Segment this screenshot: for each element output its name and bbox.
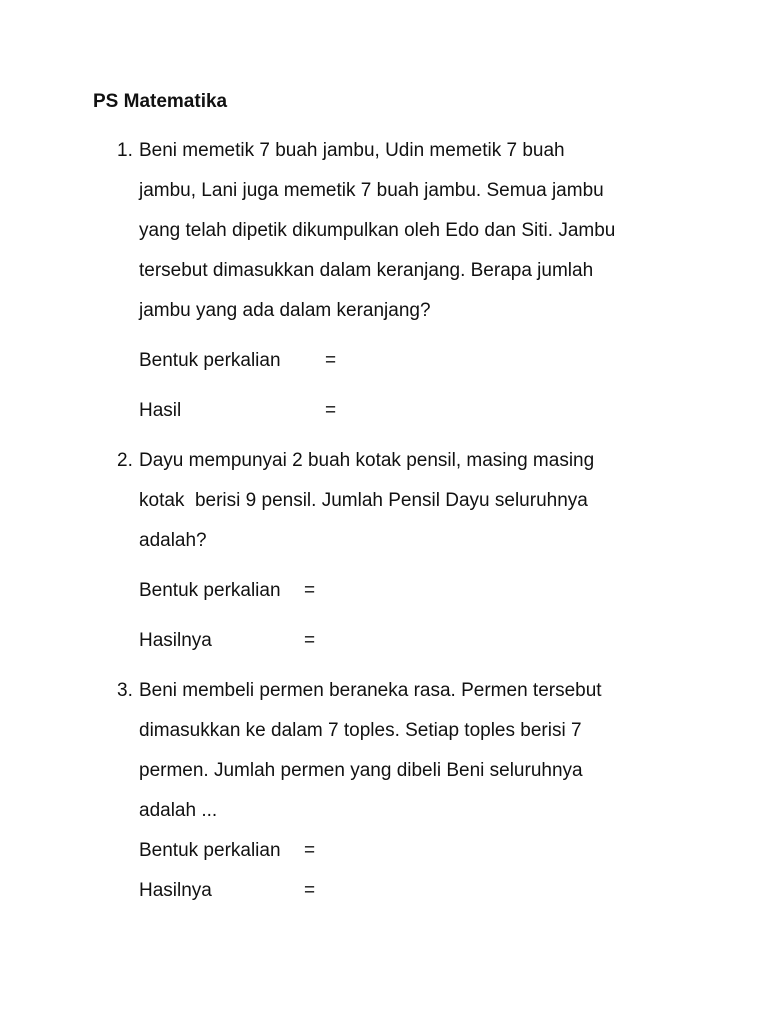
question-number: 1.	[117, 140, 133, 161]
question-number: 2.	[117, 450, 133, 471]
page-title: PS Matematika	[93, 91, 228, 112]
answer-label-multiplication: Bentuk perkalian	[139, 580, 281, 601]
answer-label-result: Hasilnya	[139, 880, 212, 901]
question-text-line: jambu, Lani juga memetik 7 buah jambu. Semua jambu	[139, 180, 604, 201]
equals-sign: =	[304, 580, 316, 601]
question-text-line: Dayu mempunyai 2 buah kotak pensil, masing masing	[139, 450, 595, 471]
question-text-line: adalah ...	[139, 800, 218, 821]
question-text-line: permen. Jumlah permen yang dibeli Beni seluruhnya	[139, 760, 583, 781]
equals-sign: =	[304, 630, 316, 651]
question-text-line: adalah?	[139, 530, 207, 551]
question-text-line: kotak berisi 9 pensil. Jumlah Pensil Dayu seluruhnya	[139, 490, 588, 511]
question-text-line: yang telah dipetik dikumpulkan oleh Edo dan Siti. Jambu	[139, 220, 616, 241]
question-text-line: jambu yang ada dalam keranjang?	[139, 300, 431, 321]
answer-label-multiplication: Bentuk perkalian	[139, 840, 281, 861]
equals-sign: =	[325, 400, 337, 421]
question-number: 3.	[117, 680, 133, 701]
answer-label-result: Hasilnya	[139, 630, 212, 651]
question-text-line: Beni memetik 7 buah jambu, Udin memetik 7 buah	[139, 140, 565, 161]
equals-sign: =	[325, 350, 337, 371]
answer-label-result: Hasil	[139, 400, 182, 421]
equals-sign: =	[304, 880, 316, 901]
answer-label-multiplication: Bentuk perkalian	[139, 350, 281, 371]
question-text-line: Beni membeli permen beraneka rasa. Permen tersebut	[139, 680, 602, 701]
question-text-line: dimasukkan ke dalam 7 toples. Setiap toples berisi 7	[139, 720, 582, 741]
question-text-line: tersebut dimasukkan dalam keranjang. Berapa jumlah	[139, 260, 594, 281]
equals-sign: =	[304, 840, 316, 861]
